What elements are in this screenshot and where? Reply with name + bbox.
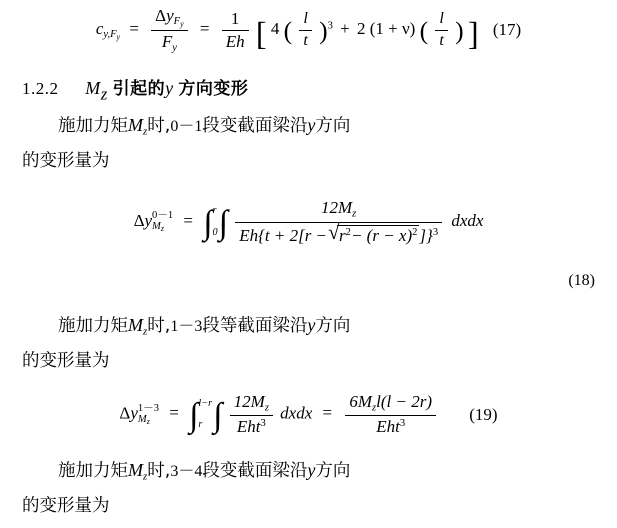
eq17-fraction-lt-1: $\frac{l}{t}$ [299,10,312,50]
equation-17 [0,6,617,54]
eq19-fraction-1 [230,392,273,437]
eq17-equals: = [129,19,139,39]
eq18-integral-1-limits: r 0 [212,205,218,238]
p3-mid: 时, [147,461,171,481]
eq19-f2-num: 6M [349,392,373,411]
paragraph-2 [22,310,597,376]
eq17-fraction-2: $\frac{1}{Eh}$ [222,9,249,51]
eq18-equals: = [183,210,193,230]
p2-dir: y [307,315,316,335]
eq19-f1-den-sup: 3 [260,418,266,430]
p1-var-m-sub: z [143,125,148,138]
eq17-paren-open-2: ( [419,16,429,46]
heading-number: 1.2.2 [22,79,59,98]
eq19-equals: = [169,403,179,423]
eq17-equals-2: = [199,19,210,39]
eq19-f2-num-rest: l(l − 2r) [376,392,432,411]
p3-var-m: M [128,460,143,480]
eq19-integral-2: ∫ [213,396,223,434]
eq17-lhs-sub: y,Fy [103,29,121,42]
eq18-den-sup: 3 [432,227,439,239]
p1-dir: y [307,115,316,135]
eq19-delta: Δ [119,403,131,423]
eq17-bracket-close: ] [467,15,479,52]
heading-text-1: 引起的 [112,79,166,99]
p3-post: 段变截面梁沿 [202,461,308,481]
eq18-differential: dxdx [451,210,484,230]
eq18-num-sub: z [352,208,357,220]
p1-end: 方向 [315,116,351,136]
p2-range: 1－3 [170,318,203,335]
p2-end: 方向 [315,316,351,336]
eq19-integral-1-limits: l−r r [198,397,213,431]
eq18-den-a: Eh{t + 2[r − [239,226,328,246]
p2-mid: 时, [147,316,171,336]
p1-pre: 施加力矩 [58,116,128,136]
eq17-paren-close-2: ) [455,16,464,46]
eq17-coef-4: 4 [270,19,280,39]
eq18-delta: Δ [133,210,145,230]
eq19-fraction-2 [345,392,436,437]
p3-var-m-sub: z [143,470,148,483]
eq17-exponent-3: 3 [327,20,333,32]
heading-text-2: 方向变形 [178,79,249,99]
equation-18 [0,198,617,246]
p1-post: 段变截面梁沿 [202,116,308,136]
p2-post: 段等截面梁沿 [202,316,308,336]
eq17-delta: Δ [155,6,167,25]
eq17-paren-nu: (1 + ν) [369,19,416,39]
paragraph-2-line-1 [22,310,597,346]
eq19-subsup: 1－3 Mz [137,402,159,426]
p2-pre: 施加力矩 [58,316,128,336]
eq19-y: y [130,403,138,423]
eq17-plus: + [340,19,350,39]
paragraph-1 [22,110,597,176]
eq17-coef-2: 2 [356,19,366,39]
eq18-fraction [235,198,442,246]
paragraph-2-line-2: 的变形量为 [22,351,110,372]
heading-var-y: y [165,78,174,98]
eq18-num-12M: 12M [321,198,353,217]
eq19-f1-num: 12M [233,392,265,411]
eq18-integral-2: ∫ [218,204,228,242]
p3-range: 3－4 [170,463,203,480]
p2-var-m-sub: z [143,325,148,338]
eq17-bracket-open: [ [255,15,267,52]
eq18-y: y [144,210,153,230]
p1-var-m: M [128,115,143,135]
p1-mid: 时, [147,116,171,136]
paragraph-3 [22,455,597,521]
p3-end: 方向 [315,461,351,481]
p3-dir: y [307,460,316,480]
p1-range: 0－1 [170,118,203,135]
eq19-f2-den-sup: 3 [399,418,406,430]
eq17-number: (17) [492,20,522,40]
eq19-f2-num-sub: z [372,402,377,414]
equation-18-number: (18) [568,272,595,289]
eq19-f1-num-sub: z [264,402,269,414]
eq19-integral-1: ∫ [189,396,199,434]
eq18-radical: √ $r^2- (r - x)^2$ [328,219,418,246]
eq17-fraction-1: $\frac{\Delta y_{F_y}}{F_y}$ [151,6,187,54]
paragraph-1-line-1 [22,110,597,146]
eq17-lhs-c: c [95,19,104,39]
eq17-fraction-lt-2: $\frac{l}{t}$ [435,10,448,50]
eq17-paren-close-1: ) [319,16,328,46]
eq19-number: (19) [469,404,498,424]
section-heading-122 [22,74,248,104]
equation-19 [0,392,617,437]
eq19-f2-den: Eht [376,417,400,437]
eq19-f1-den: Eht [236,417,261,437]
eq17-paren-open-1: ( [283,16,293,46]
eq18-subsup: 0－1 Mz [152,210,174,234]
heading-var-m-sub: z [100,84,108,104]
heading-var-m: M [85,78,101,98]
paragraph-3-line-1 [22,455,597,491]
eq19-differential: dxdx [280,403,313,423]
p3-pre: 施加力矩 [58,461,128,481]
p2-var-m: M [128,315,143,335]
eq19-equals-2: = [322,403,333,423]
eq18-integral-1: ∫ [203,204,213,242]
paragraph-1-line-2: 的变形量为 [22,151,110,172]
eq18-den-b: ]} [419,226,433,246]
radical-sign-icon: √ [328,219,340,244]
paragraph-3-line-2: 的变形量为 [22,496,110,517]
